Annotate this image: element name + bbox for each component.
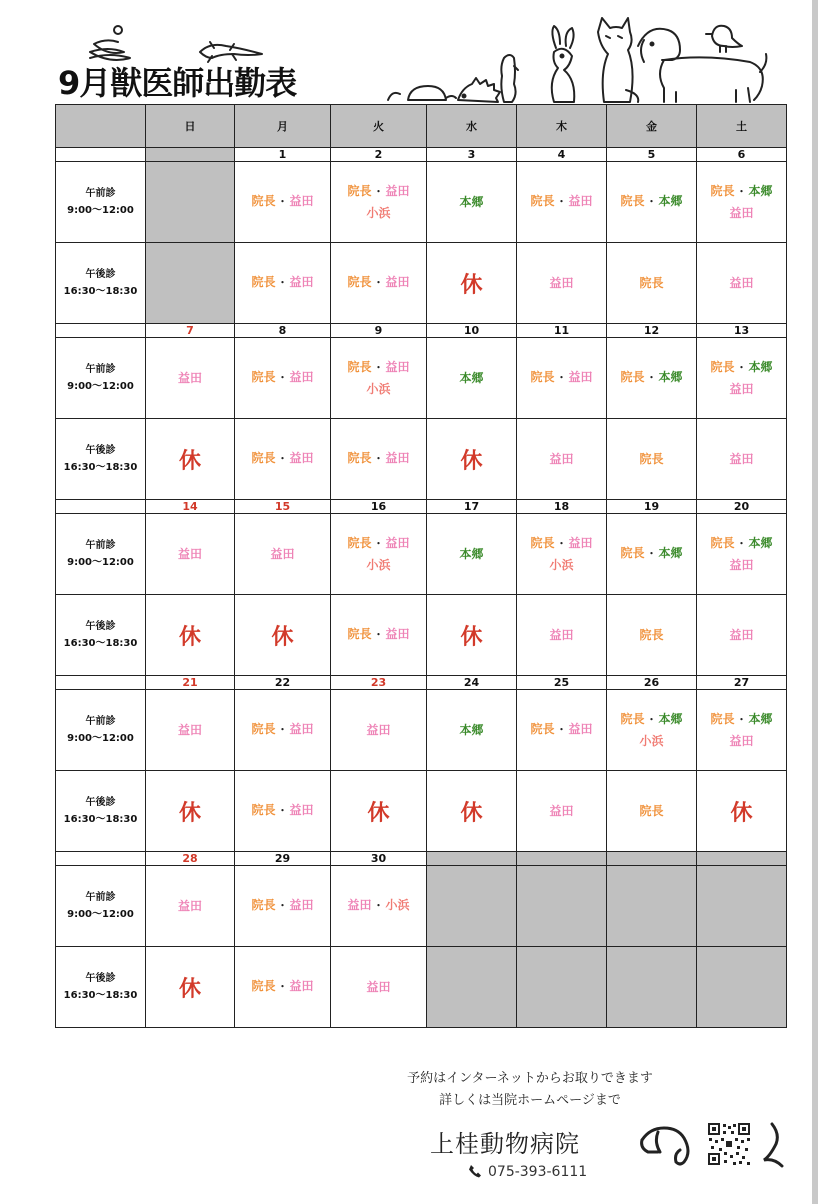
am-row bbox=[56, 866, 787, 947]
date-cell: 29 bbox=[235, 852, 331, 866]
closed-cell: 休 bbox=[146, 771, 235, 852]
pm-row bbox=[56, 419, 787, 500]
shift-cell: 益田 bbox=[517, 771, 607, 852]
date-cell: 8 bbox=[235, 324, 331, 338]
date-cell bbox=[697, 852, 787, 866]
pm-label: 午後診 16:30～18:30 bbox=[56, 419, 146, 500]
closed-cell: 休 bbox=[427, 771, 517, 852]
shift-cell: 院長 ・ 益田 bbox=[331, 419, 427, 500]
shift-cell: 益田 bbox=[146, 690, 235, 771]
empty-cell bbox=[607, 866, 697, 947]
weekday-fri: 金 bbox=[607, 105, 697, 148]
lizard-icon bbox=[200, 42, 262, 62]
pm-row bbox=[56, 947, 787, 1028]
homepage-note: 詳しくは当院ホームページまで bbox=[439, 1093, 621, 1108]
shift-cell: 院長 bbox=[607, 771, 697, 852]
shift-cell: 益田 bbox=[331, 947, 427, 1028]
pm-row bbox=[56, 771, 787, 852]
pm-row bbox=[56, 243, 787, 324]
shift-cell: 院長 ・ 益田 bbox=[517, 162, 607, 243]
date-cell: 14 bbox=[146, 500, 235, 514]
empty-cell bbox=[146, 162, 235, 243]
date-cell: 13 bbox=[697, 324, 787, 338]
shift-cell: 院長 ・ 益田 bbox=[235, 947, 331, 1028]
date-cell: 12 bbox=[607, 324, 697, 338]
shift-cell: 院長 ・ 本郷 小浜 bbox=[607, 690, 697, 771]
date-cell bbox=[517, 852, 607, 866]
weekday-sun: 日 bbox=[146, 105, 235, 148]
shift-cell: 院長 ・ 本郷 bbox=[607, 514, 697, 595]
date-cell: 5 bbox=[607, 148, 697, 162]
shift-cell: 院長 ・ 益田 bbox=[517, 690, 607, 771]
date-cell bbox=[427, 852, 517, 866]
schedule-table bbox=[55, 104, 787, 1028]
date-cell: 25 bbox=[517, 676, 607, 690]
shift-cell: 本郷 bbox=[427, 514, 517, 595]
date-cell: 16 bbox=[331, 500, 427, 514]
pm-label: 午後診 16:30～18:30 bbox=[56, 771, 146, 852]
empty-cell bbox=[517, 866, 607, 947]
date-cell: 3 bbox=[427, 148, 517, 162]
am-label: 午前診 9:00～12:00 bbox=[56, 690, 146, 771]
date-row bbox=[56, 852, 787, 866]
shift-cell: 院長 ・ 本郷 bbox=[607, 338, 697, 419]
am-row bbox=[56, 338, 787, 419]
am-label: 午前診 9:00～12:00 bbox=[56, 162, 146, 243]
qr-code-icon[interactable] bbox=[707, 1122, 751, 1166]
closed-cell: 休 bbox=[427, 595, 517, 676]
pm-label: 午後診 16:30～18:30 bbox=[56, 595, 146, 676]
shift-cell: 益田 bbox=[146, 338, 235, 419]
shift-cell: 院長 ・ 益田 小浜 bbox=[331, 162, 427, 243]
empty-cell bbox=[427, 947, 517, 1028]
date-row bbox=[56, 676, 787, 690]
date-row bbox=[56, 324, 787, 338]
empty-cell bbox=[146, 243, 235, 324]
dog-icon bbox=[638, 29, 766, 102]
weekday-tue: 火 bbox=[331, 105, 427, 148]
shift-cell: 院長 ・ 益田 bbox=[331, 595, 427, 676]
shift-cell: 益田 bbox=[146, 514, 235, 595]
shift-cell: 院長 ・ 益田 bbox=[517, 338, 607, 419]
am-label: 午前診 9:00～12:00 bbox=[56, 866, 146, 947]
shift-cell: 益田 ・ 小浜 bbox=[331, 866, 427, 947]
page-edge bbox=[812, 0, 818, 1204]
shift-cell: 院長 ・ 益田 bbox=[235, 771, 331, 852]
shift-cell: 益田 bbox=[146, 866, 235, 947]
closed-cell: 休 bbox=[697, 771, 787, 852]
shift-cell: 院長 bbox=[607, 243, 697, 324]
phone-icon bbox=[468, 1164, 482, 1178]
date-cell: 24 bbox=[427, 676, 517, 690]
pm-label: 午後診 16:30～18:30 bbox=[56, 243, 146, 324]
shift-cell: 院長 ・ 本郷 益田 bbox=[697, 514, 787, 595]
shift-cell: 院長 ・ 益田 小浜 bbox=[331, 514, 427, 595]
shift-cell: 院長 ・ 益田 bbox=[235, 338, 331, 419]
weekday-mon: 月 bbox=[235, 105, 331, 148]
clinic-name: 上桂動物病院 bbox=[430, 1130, 580, 1158]
closed-cell: 休 bbox=[146, 595, 235, 676]
date-row bbox=[56, 500, 787, 514]
phone-number: 075-393-6111 bbox=[468, 1164, 587, 1180]
date-cell: 26 bbox=[607, 676, 697, 690]
shift-cell: 益田 bbox=[517, 595, 607, 676]
date-cell: 6 bbox=[697, 148, 787, 162]
bird-icon bbox=[706, 26, 742, 52]
am-label: 午前診 9:00～12:00 bbox=[56, 514, 146, 595]
reservation-note: 予約はインターネットからお取りできます bbox=[407, 1071, 653, 1086]
date-cell: 9 bbox=[331, 324, 427, 338]
shift-cell: 益田 bbox=[697, 595, 787, 676]
weekday-sat: 土 bbox=[697, 105, 787, 148]
empty-cell bbox=[697, 866, 787, 947]
shift-cell: 益田 bbox=[235, 514, 331, 595]
shift-cell: 院長 ・ 益田 bbox=[235, 162, 331, 243]
closed-cell: 休 bbox=[146, 947, 235, 1028]
am-row bbox=[56, 162, 787, 243]
cat-icon bbox=[598, 18, 638, 102]
closed-cell: 休 bbox=[331, 771, 427, 852]
date-cell: 27 bbox=[697, 676, 787, 690]
date-cell: 28 bbox=[146, 852, 235, 866]
empty-cell bbox=[697, 947, 787, 1028]
page-title: 9月獣医師出勤表 bbox=[58, 64, 297, 102]
corner-cell bbox=[56, 105, 146, 148]
date-cell: 22 bbox=[235, 676, 331, 690]
shift-cell: 院長 bbox=[607, 595, 697, 676]
date-cell bbox=[146, 148, 235, 162]
shift-cell: 院長 ・ 本郷 益田 bbox=[697, 690, 787, 771]
shift-cell: 益田 bbox=[517, 243, 607, 324]
shift-cell: 院長 ・ 本郷 益田 bbox=[697, 338, 787, 419]
date-cell: 11 bbox=[517, 324, 607, 338]
date-cell: 30 bbox=[331, 852, 427, 866]
date-cell: 2 bbox=[331, 148, 427, 162]
closed-cell: 休 bbox=[427, 243, 517, 324]
shift-cell: 本郷 bbox=[427, 162, 517, 243]
date-cell: 15 bbox=[235, 500, 331, 514]
pm-row bbox=[56, 595, 787, 676]
meerkat-icon bbox=[501, 55, 518, 102]
weekday-thu: 木 bbox=[517, 105, 607, 148]
weekday-wed: 水 bbox=[427, 105, 517, 148]
turtle-icon bbox=[388, 86, 456, 100]
date-cell: 19 bbox=[607, 500, 697, 514]
am-label: 午前診 9:00～12:00 bbox=[56, 338, 146, 419]
shift-cell: 院長 ・ 益田 小浜 bbox=[517, 514, 607, 595]
date-cell: 20 bbox=[697, 500, 787, 514]
tail-decoration-icon bbox=[760, 1120, 790, 1170]
date-cell: 7 bbox=[146, 324, 235, 338]
empty-cell bbox=[427, 866, 517, 947]
shift-cell: 益田 bbox=[517, 419, 607, 500]
date-cell: 23 bbox=[331, 676, 427, 690]
empty-cell bbox=[607, 947, 697, 1028]
shift-cell: 院長 ・ 益田 bbox=[235, 243, 331, 324]
am-row bbox=[56, 514, 787, 595]
weekday-header-row bbox=[56, 105, 787, 148]
date-cell: 10 bbox=[427, 324, 517, 338]
shift-cell: 院長 ・ 益田 bbox=[235, 419, 331, 500]
date-cell bbox=[607, 852, 697, 866]
closed-cell: 休 bbox=[146, 419, 235, 500]
shift-cell: 益田 bbox=[697, 243, 787, 324]
date-cell: 4 bbox=[517, 148, 607, 162]
am-row bbox=[56, 690, 787, 771]
date-cell: 21 bbox=[146, 676, 235, 690]
date-cell: 1 bbox=[235, 148, 331, 162]
snake-icon bbox=[90, 26, 130, 60]
closed-cell: 休 bbox=[235, 595, 331, 676]
pm-label: 午後診 16:30～18:30 bbox=[56, 947, 146, 1028]
shift-cell: 本郷 bbox=[427, 338, 517, 419]
date-cell: 18 bbox=[517, 500, 607, 514]
rabbit-icon bbox=[552, 26, 575, 102]
closed-cell: 休 bbox=[427, 419, 517, 500]
empty-cell bbox=[517, 947, 607, 1028]
shift-cell: 益田 bbox=[331, 690, 427, 771]
hedgehog-icon bbox=[458, 78, 500, 102]
dog-logo-icon bbox=[638, 1118, 700, 1168]
shift-cell: 本郷 bbox=[427, 690, 517, 771]
shift-cell: 院長 ・ 益田 bbox=[235, 866, 331, 947]
shift-cell: 院長 ・ 益田 bbox=[331, 243, 427, 324]
shift-cell: 院長 ・ 益田 bbox=[235, 690, 331, 771]
shift-cell: 院長 ・ 益田 小浜 bbox=[331, 338, 427, 419]
shift-cell: 院長 ・ 本郷 益田 bbox=[697, 162, 787, 243]
shift-cell: 益田 bbox=[697, 419, 787, 500]
shift-cell: 院長 ・ 本郷 bbox=[607, 162, 697, 243]
shift-cell: 院長 bbox=[607, 419, 697, 500]
date-row bbox=[56, 148, 787, 162]
date-cell: 17 bbox=[427, 500, 517, 514]
